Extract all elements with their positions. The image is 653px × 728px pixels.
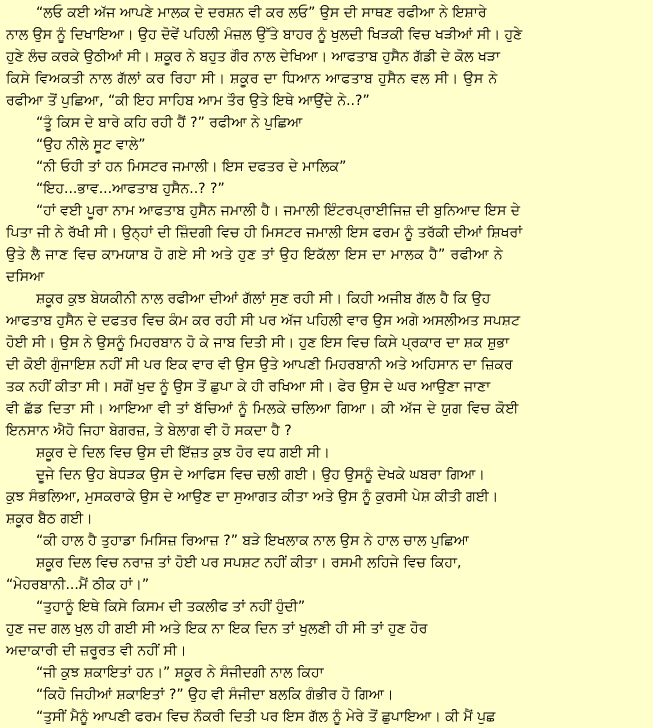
text-line: “ਤੁਹਾਨੂੰ ਇਥੇ ਕਿਸੇ ਕਿਸਮ ਦੀ ਤਕਲੀਫ ਤਾਂ ਨਹੀਂ ਹੁੰਦੀ” [36,599,306,615]
text-line: “ਤੂੰ ਕਿਸ ਦੇ ਬਾਰੇ ਕਹਿ ਰਹੀ ਹੈਂ ?” ਰਫੀਆ ਨੇ ਪੁਛਿਆ [36,115,303,131]
text-line: ਸ਼ਕੂਰ ਕੁਝ ਬੇਯਕੀਨੀ ਨਾਲ ਰਫੀਆ ਦੀਆਂ ਗੱਲਾਂ ਸੁਣ ਰਹੀ ਸੀ। ਕਿਹੀ ਅਜੀਬ ਗੱਲ ਹੈ ਕਿ ਉਹ [36,291,491,307]
text-line: “ਲਓ ਕਈ ਅੱਜ ਆਪਣੇ ਮਾਲਕ ਦੇ ਦਰਸ਼ਨ ਵੀ ਕਰ ਲਓ” ਉਸ ਦੀ ਸਾਥਣ ਰਫੀਆ ਨੇ ਇਸ਼ਾਰੇ [36,5,487,21]
text-line: ਸ਼ਕੂਰ ਬੈਠ ਗਈ। [6,511,93,527]
text-line: ਸ਼ਕੂਰ ਦੇ ਦਿਲ ਵਿਚ ਉਸ ਦੀ ਇੱਜ਼ਤ ਕੁਝ ਹੋਰ ਵਧ ਗਈ ਸੀ। [36,445,330,461]
text-line: ਤਕ ਨਹੀਂ ਕੀਤਾ ਸੀ। ਸਗੋਂ ਖੁਦ ਨੂੰ ਉਸ ਤੋਂ ਛੁਪਾ ਕੇ ਹੀ ਰਖਿਆ ਸੀ। ਫੇਰ ਉਸ ਦੇ ਘਰ ਆਉਣਾ ਜਾਣਾ [6,379,491,395]
text-line: ਸ਼ਕੂਰ ਦਿਲ ਵਿਚ ਨਰਾਜ਼ ਤਾਂ ਹੋਈ ਪਰ ਸਪਸ਼ਟ ਨਹੀਂ ਕੀਤਾ। ਰਸਮੀ ਲਹਿਜੇ ਵਿਚ ਕਿਹਾ, [36,555,462,571]
text-line: ਨਾਲ ਉਸ ਨੂੰ ਦਿਖਾਇਆ। ਉਹ ਦੋਵੇਂ ਪਹਿਲੀ ਮੰਜ਼ਲ ਉੱਤੇ ਬਾਹਰ ਨੂੰ ਖੁਲਦੀ ਖਿੜਕੀ ਵਿਚ ਖੜੀਆਂ ਸੀ। ਹੁਣੇ [6,27,523,43]
text-line: “ਕਿਹੋ ਜਿਹੀਆਂ ਸ਼ਕਾਇਤਾਂ ?” ਉਹ ਵੀ ਸੰਜੀਦਾ ਬਲਕਿ ਗੰਭੀਰ ਹੋ ਗਿਆ। [36,687,394,703]
text-line: “ਉਹ ਨੀਲੇ ਸੂਟ ਵਾਲੇ” [36,137,146,153]
text-line: “ਹਾਂ ਵਈ ਪੂਰਾ ਨਾਮ ਆਫਤਾਬ ਹੁਸੈਨ ਜਮਾਲੀ ਹੈ। ਜਮਾਲੀ ਇੰਟਰਪ੍ਰਾਈਜਿਜ਼ ਦੀ ਬੁਨਿਆਦ ਇਸ ਦੇ [36,203,520,219]
text-line: ਰਫੀਆ ਤੋਂ ਪੁਛਿਆ, “ਕੀ ਇਹ ਸਾਹਿਬ ਆਮ ਤੌਰ ਉਤੇ ਇਥੇ ਆਉਂਦੇ ਨੇ..?” [6,93,370,109]
text-line: ਕਿਸੇ ਵਿਅਕਤੀ ਨਾਲ ਗੱਲਾਂ ਕਰ ਰਿਹਾ ਸੀ। ਸ਼ਕੂਰ ਦਾ ਧਿਆਨ ਆਫਤਾਬ ਹੁਸੈਨ ਵਲ ਸੀ। ਉਸ ਨੇ [6,71,498,87]
text-line: ਦੂਜੇ ਦਿਨ ਉਹ ਬੇਧੜਕ ਉਸ ਦੇ ਆਫਿਸ ਵਿਚ ਚਲੀ ਗਈ। ਉਹ ਉਸਨੂੰ ਦੇਖਕੇ ਘਬਰਾ ਗਿਆ। [36,467,485,483]
text-line: ਦਸਿਆ [6,269,45,285]
text-line: “ਮੇਹਰਬਾਨੀ...ਮੈਂ ਠੀਕ ਹਾਂ।” [6,577,150,593]
text-line: ਇਨਸਾਨ ਐਹੋ ਜਿਹਾ ਬੇਗਰਜ਼, ਤੇ ਬੇਲਾਗ ਵੀ ਹੋ ਸਕਦਾ ਹੈ ? [6,423,292,439]
text-line: “ਤੁਸੀਂ ਮੈਨੂੰ ਆਪਣੀ ਫਰਮ ਵਿਚ ਨੌਕਰੀ ਦਿਤੀ ਪਰ ਇਸ ਗੱਲ ਨੂੰ ਮੇਰੇ ਤੋਂ ਛੁਪਾਇਆ। ਕੀ ਮੈਂ ਪੁਛ [36,709,496,725]
text-line: ਕੁਝ ਸੰਭਲਿਆ, ਮੁਸਕਰਾਕੇ ਉਸ ਦੇ ਆਉਣ ਦਾ ਸੁਆਗਤ ਕੀਤਾ ਅਤੇ ਉਸ ਨੂੰ ਕੁਰਸੀ ਪੇਸ਼ ਕੀਤੀ ਗਈ। [6,489,499,505]
text-line: “ਕੀ ਹਾਲ ਹੈ ਤੁਹਾਡਾ ਮਿਸਿਜ਼ ਰਿਆਜ਼ ?” ਬੜੇ ਇਖਲਾਕ ਨਾਲ ਉਸ ਨੇ ਹਾਲ ਚਾਲ ਪੁਛਿਆ [36,533,469,549]
text-line: ਪਿਤਾ ਜੀ ਨੇ ਰੱਖੀ ਸੀ। ਉਨ੍ਹਾਂ ਦੀ ਜ਼ਿੰਦਗੀ ਵਿਚ ਹੀ ਮਿਸਟਰ ਜਮਾਲੀ ਇਸ ਫਰਮ ਨੂੰ ਤਰੱਕੀ ਦੀਆਂ ਸ਼ਿਖਰਾਂ [6,225,523,241]
text-line: ਅਦਾਕਾਰੀ ਦੀ ਜ਼ਰੂਰਤ ਵੀ ਨਹੀਂ ਸੀ। [6,643,187,659]
text-line: ਦੀ ਕੋਈ ਗੁੰਜਾਇਸ਼ ਨਹੀਂ ਸੀ ਪਰ ਇਕ ਵਾਰ ਵੀ ਉਸ ਉਤੇ ਆਪਣੀ ਮਿਹਰਬਾਨੀ ਅਤੇ ਅਹਿਸਾਨ ਦਾ ਜ਼ਿਕਰ [6,357,513,373]
text-line: “ਨੀ ਓਹੀ ਤਾਂ ਹਨ ਮਿਸਟਰ ਜਮਾਲੀ। ਇਸ ਦਫਤਰ ਦੇ ਮਾਲਿਕ” [36,159,347,175]
text-line: ਹੁਣ ਜਦ ਗਲ ਖੁਲ ਹੀ ਗਈ ਸੀ ਅਤੇ ਇਕ ਨਾ ਇਕ ਦਿਨ ਤਾਂ ਖੁਲਣੀ ਹੀ ਸੀ ਤਾਂ ਹੁਣ ਹੋਰ [6,621,428,637]
text-line: ਉਤੇ ਲੈ ਜਾਣ ਵਿਚ ਕਾਮਯਾਬ ਹੋ ਗਏ ਸੀ ਅਤੇ ਹੁਣ ਤਾਂ ਉਹ ਇਕੱਲਾ ਇਸ ਦਾ ਮਾਲਕ ਹੈ” ਰਫੀਆ ਨੇ [6,247,503,263]
story-text [6,2,646,728]
text-line: “ਇਹ...ਭਾਵ...ਆਫਤਾਬ ਹੁਸੈਨ..? ?” [36,181,225,197]
text-line: ਹੁਣੇ ਲੰਚ ਕਰਕੇ ਉਠੀਆਂ ਸੀ। ਸ਼ਕੂਰ ਨੇ ਬਹੁਤ ਗੌਰ ਨਾਲ ਦੇਖਿਆ। ਆਫਤਾਬ ਹੁਸੈਨ ਗੱਡੀ ਦੇ ਕੋਲ ਖੜਾ [6,49,501,65]
text-line: ਵੀ ਛੱਡ ਦਿਤਾ ਸੀ। ਆਇਆ ਵੀ ਤਾਂ ਬੱਚਿਆਂ ਨੂੰ ਮਿਲਕੇ ਚਲਿਆ ਗਿਆ। ਕੀ ਅੱਜ ਦੇ ਯੁਗ ਵਿਚ ਕੋਈ [6,401,519,417]
text-line: ਹੋਈ ਸੀ। ਉਸ ਨੇ ਉਸਨੂੰ ਮਿਹਰਬਾਨ ਹੋ ਕੇ ਜਾਬ ਦਿਤੀ ਸੀ। ਹੁਣ ਇਸ ਵਿਚ ਕਿਸੇ ਪ੍ਰਕਾਰ ਦਾ ਸ਼ਕ ਸ਼ੁਭਾ [6,335,510,351]
text-line: “ਜੀ ਕੁਝ ਸ਼ਕਾਇਤਾਂ ਹਨ।” ਸ਼ਕੂਰ ਨੇ ਸੰਜੀਦਗੀ ਨਾਲ ਕਿਹਾ [36,665,324,681]
text-line: ਆਫਤਾਬ ਹੁਸੈਨ ਦੇ ਦਫਤਰ ਵਿਚ ਕੰਮ ਕਰ ਰਹੀ ਸੀ ਪਰ ਅੱਜ ਪਹਿਲੀ ਵਾਰ ਉਸ ਅਗੇ ਅਸਲੀਅਤ ਸਪਸ਼ਟ [6,313,521,329]
